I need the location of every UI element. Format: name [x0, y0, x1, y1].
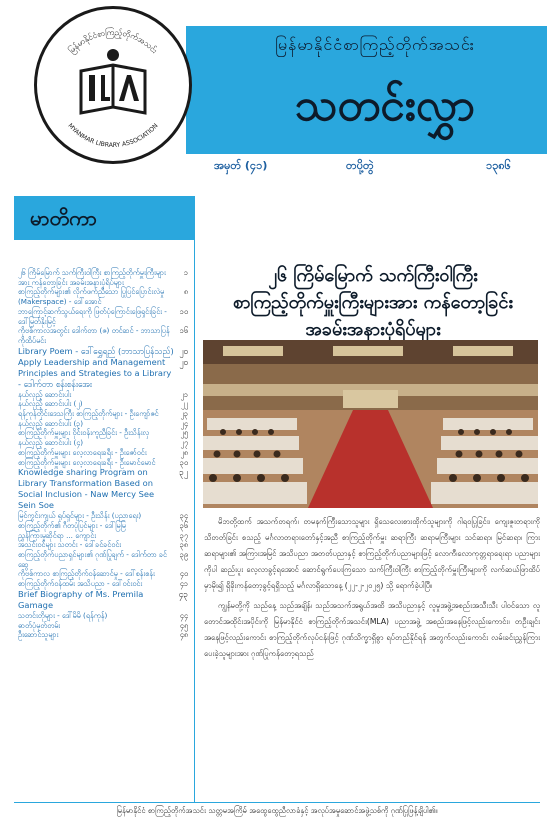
toc-entry[interactable]	[18, 307, 190, 326]
toc-entry-page: ၄၁	[179, 579, 188, 589]
masthead-header	[0, 0, 547, 182]
headline-line-2: စာကြည့်တိုက်မှူးကြီးများအား ကန်တော့ခြင်း	[233, 292, 513, 313]
issue-number: အမှတ် (၄၁)	[214, 159, 268, 172]
svg-text:မြန်မာနိုင်ငံစာကြည့်တိုက်အသင်း: မြန်မာနိုင်ငံစာကြည့်တိုက်အသင်း	[66, 27, 160, 56]
toc-entry-page: ၃၈	[179, 540, 188, 550]
toc-entry[interactable]	[18, 589, 190, 611]
toc-entry-title: ကိုဗစ်ကာလအတွင်း ဒေါက်တာ (ဇ) တင်ဆင် - ဘာသာပြန် ကိုထိပ်မင်း	[18, 326, 170, 345]
toc-entry[interactable]	[18, 531, 190, 541]
toc-entry[interactable]	[18, 390, 190, 400]
toc-entry[interactable]	[18, 409, 190, 419]
toc-entry-page: ၁၆	[179, 326, 188, 336]
toc-list	[18, 268, 190, 640]
toc-entry-title: ဦးဆောင်သူများ	[18, 630, 59, 640]
toc-entry-page: ၁	[183, 268, 188, 277]
toc-entry-page: ၄၅	[179, 620, 188, 630]
toc-entry[interactable]	[18, 399, 190, 409]
toc-entry-page: ၂၃	[180, 409, 188, 419]
toc-entry[interactable]	[18, 419, 190, 429]
toc-entry[interactable]	[18, 540, 190, 550]
toc-entry-page: ၂၅	[180, 428, 188, 438]
toc-entry-title: နယ်လှည့် ဆောင်းပါး	[18, 389, 72, 399]
newsletter-title: သတင်းလွှာ	[294, 80, 476, 131]
toc-entry[interactable]	[18, 579, 190, 589]
toc-title: မာတိကာ	[30, 206, 97, 230]
toc-entry-title: စာကြည့်တိုက်၏ ဂီတပုံပြင်များ - ဒေါ်မြမြ	[18, 520, 126, 530]
toc-entry[interactable]	[18, 428, 190, 438]
toc-entry-title: Brief Biography of Ms. Premila Gamage	[18, 588, 144, 610]
ceremony-photo	[203, 340, 538, 508]
toc-entry-page: ၄၃	[178, 588, 188, 599]
footer-divider	[14, 802, 540, 803]
toc-entry-title: စာကြည့်တိုက်ဝန်ထမ်း အသိပညာ - ဒေါ်ဝင်းဝင်း	[18, 579, 143, 589]
toc-entry-title: စာကြည့်တိုက်မှူးများ လေ့လာရေးခရီး - ဦးဇော်ဝင်း	[18, 447, 147, 457]
toc-entry[interactable]	[18, 268, 190, 287]
toc-entry-title: ညွှန်ကြားမှုဆိုင်ရာ ... ကျောင်း	[18, 530, 97, 540]
association-name: မြန်မာနိုင်ငံစာကြည့်တိုက်အသင်း	[275, 35, 475, 54]
toc-entry-title: စာကြည့်တိုက်မှူးများ ဝိုင်းဝန်းကူညီခြင်း - ဦးသိန်းလှ	[18, 428, 150, 438]
toc-entry[interactable]	[18, 287, 190, 306]
toc-entry-page: ၂၄	[180, 418, 188, 428]
toc-entry[interactable]	[18, 467, 190, 511]
toc-entry[interactable]	[18, 326, 190, 345]
toc-entry-page: ၃၄	[179, 511, 188, 521]
article-headline	[206, 262, 540, 343]
toc-entry-page: ၂၇	[180, 438, 188, 448]
toc-entry-page: ၈	[183, 287, 188, 297]
toc-entry-page: ၄၄	[179, 610, 188, 620]
toc-entry-title: ဘာကြောင့်ဆက်သွယ်ရေးကို ဖြတ်ပုံကြောင်းဖြေရှင်းခြင်း - ဒေါ်မြတ်နိုးမြင့်	[18, 306, 167, 326]
footer-note: မြန်မာနိုင်ငံ စာကြည့်တိုက်အသင်း သတ္တမအကြိမ် အထွေထွေညီလာခံနှင့် အလုပ်အမှုဆောင်အဖွဲ့သစ်ကို ဂုဏ်ပြုဖြန့်ချိပါ၏။	[116, 806, 438, 815]
toc-entry-title: နယ်လှည့် ဆောင်းပါး (၄)	[18, 438, 84, 448]
mla-logo	[34, 6, 192, 164]
toc-entry-title: ရန်ကုန်တိုင်းဒေသကြီး စာကြည့်တိုက်များ - ဦးကျော်ဇင်	[18, 409, 159, 419]
toc-entry[interactable]	[18, 550, 190, 569]
issue-info	[186, 156, 547, 178]
toc-entry[interactable]	[18, 458, 190, 468]
toc-entry-title: Library Poem - ဒေါ်ရွှေရည် (ဘာသာပြန်သည်)	[18, 345, 174, 356]
toc-entry-title: နယ်လှည့် ဆောင်းပါး (၂)	[18, 399, 83, 409]
article-body	[204, 514, 540, 666]
toc-entry[interactable]	[18, 448, 190, 458]
toc-entry-page: ၂၈	[180, 447, 188, 457]
toc-entry-title: စာကြည့်တိုက်ပညာရှင်များ၏ ဂုဏ်ပြုချက် - ဒေါက်တာ ခင်ဆွေ	[18, 550, 167, 569]
toc-entry-title: နယ်လှည့် ဆောင်းပါး (၃)	[18, 418, 84, 428]
toc-entry-page: ၃၉	[179, 550, 188, 560]
headline-line-1: ၂၆ ကြိမ်မြောက် သက်ကြီးဝါကြီး	[268, 265, 478, 286]
toc-entry[interactable]	[18, 621, 190, 631]
toc-entry[interactable]	[18, 438, 190, 448]
toc-entry-title: သတင်းတိုများ - ဒေါ်မိမိ (ရန်ကုန်)	[18, 610, 108, 620]
headline-line-3: အခမ်းအနားပုံရိပ်များ	[305, 319, 441, 340]
toc-entry-page: ၃၀	[179, 457, 188, 467]
toc-entry[interactable]	[18, 346, 190, 357]
toc-entry-page: ၄၈	[179, 630, 188, 640]
ceremony-hall-image	[203, 340, 538, 508]
toc-entry-title: ဓာတ်ပုံမှတ်တမ်း	[18, 620, 61, 630]
toc-entry-page: ၁၀	[179, 306, 188, 316]
toc-entry-page: ၄၀	[179, 569, 188, 579]
toc-entry-page: ၂၂	[180, 399, 188, 409]
toc-entry[interactable]	[18, 511, 190, 521]
toc-entry-page: ၃၇	[179, 530, 188, 540]
toc-entry[interactable]	[18, 611, 190, 621]
toc-entry-title: မြင်ကွင်းကျယ် ရုပ်ရှင်များ - ဦးသိန်း (ပညာရေး)	[18, 511, 142, 521]
toc-entry-title: Knowledge sharing Program on Library Transformation Based on Social Inclusion - Naw Mercy See Sein Soe	[18, 467, 155, 511]
article-paragraph-2: ကျွန်မတို့ကို သည်နေ့ သည်အချိန်၊ သည်အသက်အရွယ်အထိ အသိပညာနှင့် လူမှုအဖွဲ့အစည်းအသီးသီး ပါဝင်သော လူတောင်အထိုင်းအပိုင်းကို မြန်မာနိုင်ငံ စာကြည့်တိုက်အသင်း(MLA) ပညာအဖွဲ့ အစည်းအနေဖြင့်လည်းကောင်း၊ တဦးချင်းအနေဖြင့်လည်းကောင်း စာကြည့်တိုက်လုပ်ငန်းဖြင့် ဂုဏ်သိက္ခာရှိစွာ ရပ်တည်နိုင်ရန် အတွက်လည်းကောင်း လမ်းခင်းညွှန်ကြားပေးခဲ့သူများအား ဂုဏ်ပြုကန်တော့ရသည်	[204, 601, 540, 658]
toc-entry[interactable]	[18, 357, 190, 390]
mla-logo-graphic	[37, 9, 189, 161]
toc-entry-page: ၂၀	[179, 345, 188, 356]
toc-entry[interactable]	[18, 521, 190, 531]
toc-header	[14, 196, 194, 240]
toc-entry-title: Apply Leadership and Management Principles and Strategies to a Library - ဒေါက်တာ စန်းစန်းအေး	[18, 356, 172, 389]
toc-entry-title: ကိုဗစ်ကာလ စာကြည့်တိုက်ဝန်ဆောင်မှု - ဒေါ်စန်းစန်း	[18, 569, 155, 579]
toc-entry-title: စာကြည့်တိုက်များ၏ လိုက်ဖက်ညီသော ပြုပြင်ပြောင်းလဲမှု (Makerspace) - ဒေါ်အောင်	[18, 287, 165, 307]
toc-entry-title: စာကြည့်တိုက်မှူးများ လေ့လာရေးခရီး - ဦးမောင်မောင်	[18, 457, 156, 467]
toc-entry[interactable]	[18, 569, 190, 579]
article-paragraph-1: မိဘတို့ထက် အသက်တရက်၊ တမနက်ကြီးသောသူများ ရှိသေလေးစားထိုက်သူများကို ဂါရဝပြုခြင်း၊ ကျေးဇူးတရားကို သိတတ်ခြင်း စသည့် မင်္ဂလာတရားတော်နှင့်အညီ စာကြည့်တိုက်မှူး ဆရာကြီး ဆရာမကြီးများ သင်ဆရာ၊ မြင်ဆရာ၊ ကြားဆရာများ၏ အကြားအမြင် အသိပညာ အတတ်ပညာနှင့် စာကြည့်တိုက်ပညာများဖြင့် လောကီ၊လောကုတ္တရာရေးရာ ပညာများကိုပါ ဆည်းပူး လေ့လာခွင့်ရအောင် ဆောင်ရွက်ပေးကြသော သက်ကြီးဝါကြီး စာကြည့်တိုက်မှူးကြီးများကို လက်ဆယ်ဖြာထိပ်မှာမိုး၍ ရှိခိုးကန်တော့ခွင့်ရရှိသည့် မင်္ဂလာရှိသောနေ့ (၂၂-၂-၂၀၂၅) သို့ ရောက်ခဲ့ပါပြီ။	[204, 517, 540, 590]
toc-entry-page: ၂၁	[180, 389, 188, 399]
toc-entry-page: ၂၀	[179, 356, 188, 367]
issue-month: တပို့တွဲ	[346, 159, 374, 172]
table-of-contents	[14, 196, 195, 802]
toc-entry-page: ၃၆	[179, 520, 188, 530]
toc-entry[interactable]	[18, 630, 190, 640]
toc-entry-title: ၂၆ ကြိမ်မြောက် သက်ကြီးဝါကြီး စာကြည့်တိုက်မှူးကြီးများအား ကန်တော့ခြင်း အခမ်းအနားပုံရိပ်များ	[18, 268, 166, 287]
issue-year: ၁၃၈၆	[486, 159, 511, 172]
svg-text:MYANMAR LIBRARY ASSOCIATION: MYANMAR LIBRARY ASSOCIATION	[66, 122, 160, 150]
toc-entry-title: အသင်းဝင်များ သတင်း - ဒေါ်ခင်ခင်ဝင်း	[18, 540, 122, 550]
toc-entry-page: ၃၂	[179, 467, 188, 478]
